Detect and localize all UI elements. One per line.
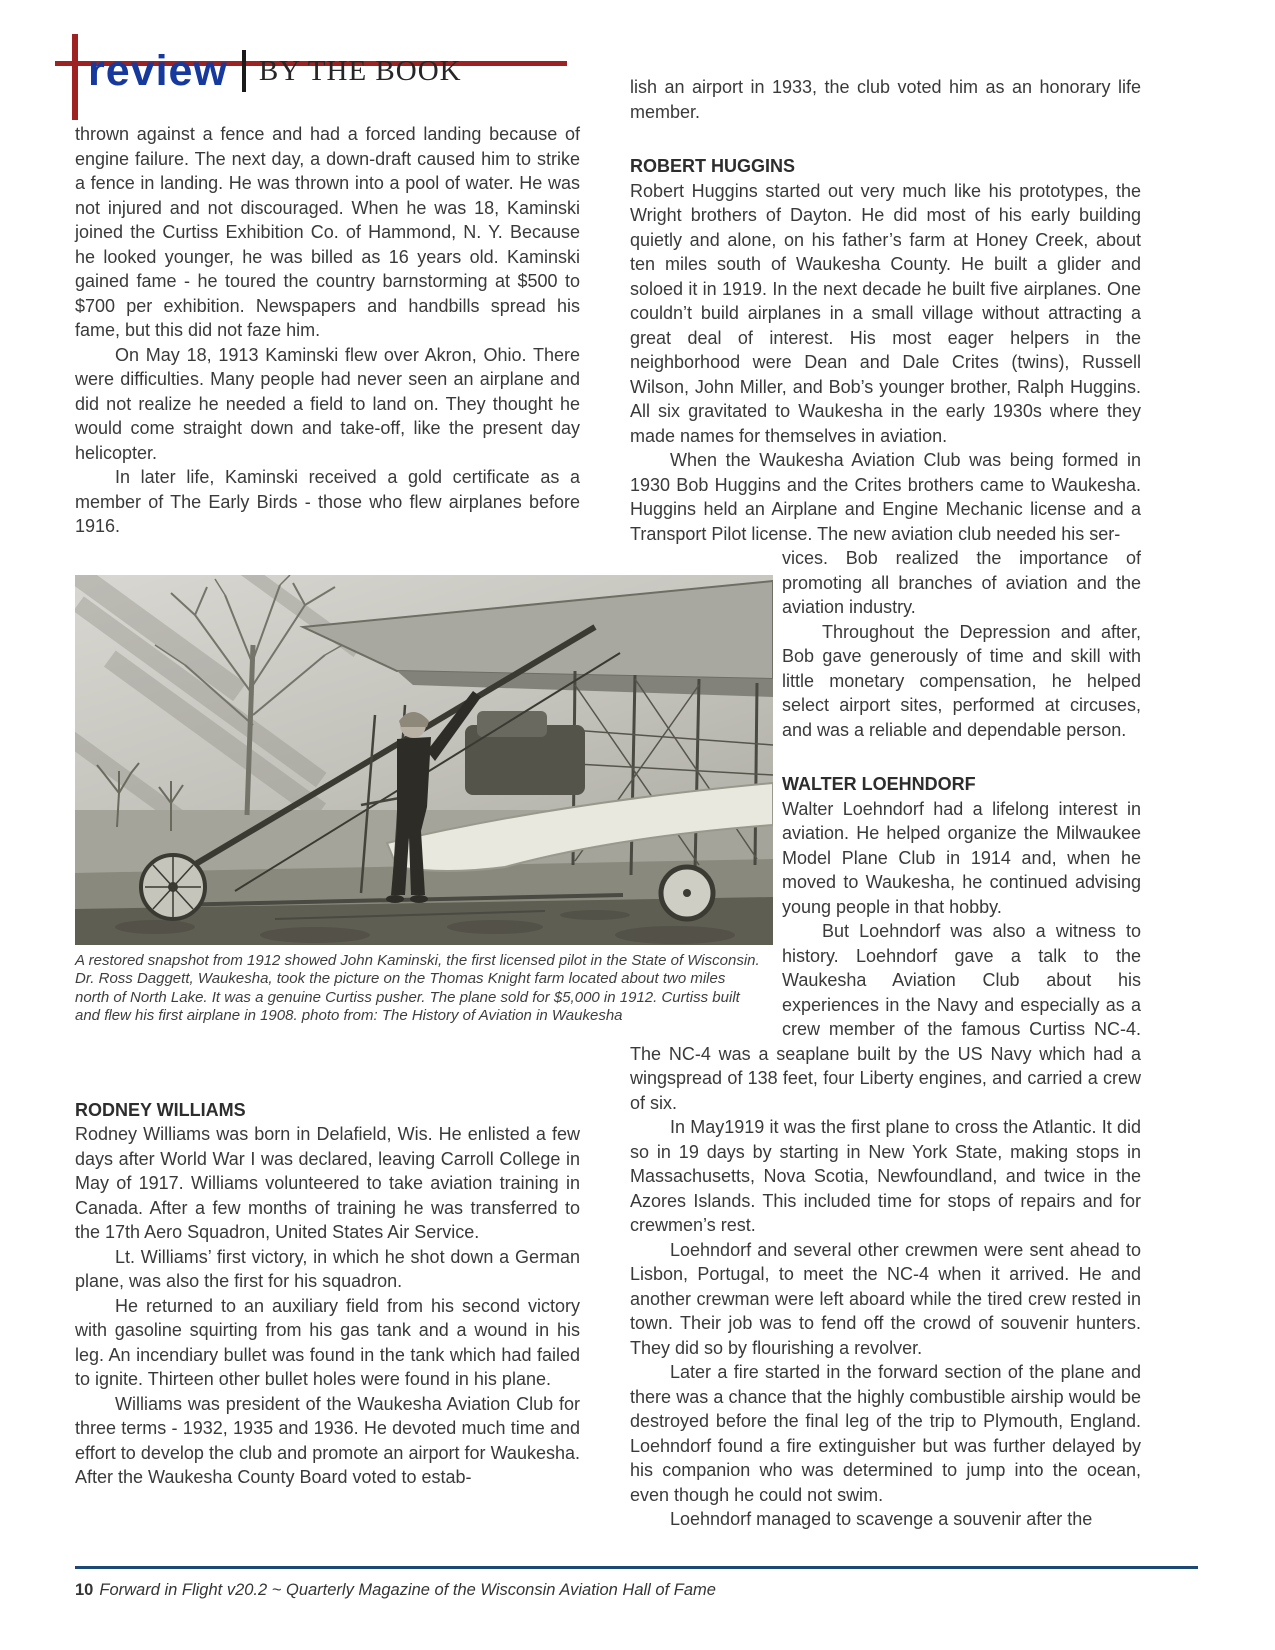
paragraph: Later a fire started in the forward section of the plane and there was a chance that the highly combustible airship would be destroyed before the final leg of the trip to Plymouth, England. Loehndorf found a fire extinguisher but was further delayed by his companion who was determined to jump into the ocean, even though he could not swim. <box>630 1362 1141 1505</box>
page-number: 10 <box>75 1581 94 1599</box>
paragraph: vices. Bob realized the importance of promoting all branches of aviation and the aviation industry. <box>782 548 1141 617</box>
byline-label: BY THE BOOK <box>258 55 462 87</box>
title-divider-bar <box>242 50 246 92</box>
paragraph: Rodney Williams was born in Delafield, Wis. He enlisted a few days after World War I was declared, leaving Carroll College in May of 1917. Williams volunteered to take aviation training in Canada. After a few months of training he was transferred to the 17th Aero Squadron, United States Air Service. <box>75 1124 580 1243</box>
paragraph: Robert Huggins started out very much like his prototypes, the Wright brothers of Dayton. He did most of his early building quietly and alone, on his father’s farm at Honey Creek, about ten miles south of Waukesha County. He built a glider and soloed it in 1919. In the next decade he built five airplanes. One couldn’t build airplanes in a small village without attracting a great deal of interest. His most eager helpers in the neighborhood were Dean and Dale Crites (twins), Russell Wilson, John Miller, and Bob’s younger brother, Ralph Huggins. All six gravitated to Waukesha in the early 1930s where they made names for themselves in aviation. <box>630 180 1141 446</box>
section-heading-walter-loehndorf: WALTER LOEHNDORF <box>782 774 976 794</box>
paragraph: But Loehndorf was also a witness to history. Loehndorf gave a talk to the Waukesha Aviation Club about his experiences in the Navy and especially as a crew member of the famous Curtiss NC-4. The NC-4 was a seaplane built by the US Navy which had a wingspread of 138 feet, four Liberty engines, and carried a crew of six. <box>630 921 1141 1113</box>
paragraph: Loehndorf managed to scavenge a souvenir after the <box>670 1509 1093 1529</box>
paragraph: Throughout the Depression and after, Bob gave generously of time and skill with little monetary compensation, he helped select airport sites, performed at circuses, and was a reliable and dependable person. <box>782 621 1141 740</box>
footer-text <box>75 1580 1198 1600</box>
section-heading-rodney-williams: RODNEY WILLIAMS <box>75 1099 246 1120</box>
footer-magazine-title: Forward in Flight v20.2 ~ Quarterly Magazine of the Wisconsin Aviation Hall of Fame <box>99 1581 716 1599</box>
paragraph: On May 18, 1913 Kaminski flew over Akron, Ohio. There were difficulties. Many people had never seen an airplane and did not realize he needed a field to land on. They thought he would come straight down and take-off, like the present day helicopter. <box>75 344 580 463</box>
footer-rule <box>75 1566 1198 1569</box>
paragraph: When the Waukesha Aviation Club was being formed in 1930 Bob Huggins and the Crites brothers came to Waukesha. Huggins held an Airplane and Engine Mechanic license and a Transport Pilot license. The new aviation club needed his ser- <box>630 450 1141 544</box>
paragraph: Walter Loehndorf had a lifelong interest in aviation. He helped organize the Milwaukee Model Plane Club in 1914 and, when he moved to Waukesha, he continued advising young people in that hobby. <box>782 798 1141 917</box>
paragraph: Williams was president of the Waukesha Aviation Club for three terms - 1932, 1935 and 1936. He devoted much time and effort to develop the club and promote an airport for Waukesha. After the Waukesha County Board voted to estab- <box>75 1393 580 1488</box>
section-heading-robert-huggins: ROBERT HUGGINS <box>630 156 796 176</box>
masthead-title-row <box>88 48 462 94</box>
right-column <box>630 35 1141 1532</box>
paragraph: In May1919 it was the first plane to cross the Atlantic. It did so in 19 days by starting in New York State, making stops in Massachusetts, Nova Scotia, Newfoundland, and twice in the Azores Islands. This included time for stops of repairs and for crewmen’s rest. <box>630 1117 1141 1235</box>
paragraph: He returned to an auxiliary field from his second victory with gasoline squirting from his gas tank and a wound in his leg. An incendiary bullet was found in the tank which had failed to ignite. Thirteen other bullet holes were found in his plane. <box>75 1295 580 1390</box>
red-rule-vertical <box>72 34 78 120</box>
paragraph: Loehndorf and several other crewmen were sent ahead to Lisbon, Portugal, to meet the NC-4 when it arrived. He and another crewman were left aboard while the tired crew rested in town. Their job was to fend off the crowd of souvenir hunters. They did so by flourishing a revolver. <box>630 1239 1141 1358</box>
paragraph: Lt. Williams’ first victory, in which he shot down a German plane, was also the first for his squadron. <box>75 1246 580 1292</box>
two-column-layout <box>75 35 1141 1532</box>
masthead <box>75 35 580 122</box>
photo-overlap-spacer <box>630 546 782 1038</box>
photo-caption: A restored snapshot from 1912 showed John Kaminski, the first licensed pilot in the State of Wisconsin. Dr. Ross Daggett, Waukesha, took the picture on the Thomas Knight farm located about two miles north of North Lake. It was a genuine Curtiss pusher. The plane sold for $5,000 in 1912. Curtiss built and flew his first airplane in 1908. photo from: The History of Aviation in Waukesha <box>75 951 760 1025</box>
paragraph: thrown against a fence and had a forced landing because of engine failure. The next day, a down-draft caused him to strike a fence in landing. He was thrown into a pool of water. He was not injured and not discouraged. When he was 18, Kaminski joined the Curtiss Exhibition Co. of Hammond, N. Y. Because he looked younger, he was billed as 16 years old. Kaminski gained fame - he toured the country barnstorming at $500 to $700 per exhibition. Newspapers and handbills spread his fame, but this did not faze him. <box>75 124 580 340</box>
paragraph: In later life, Kaminski received a gold certificate as a member of The Early Birds - those who flew airplanes before 1916. <box>75 467 580 536</box>
page-footer <box>75 1566 1198 1600</box>
review-label: review <box>88 47 228 95</box>
paragraph: lish an airport in 1933, the club voted him as an honorary life member. <box>630 77 1141 122</box>
